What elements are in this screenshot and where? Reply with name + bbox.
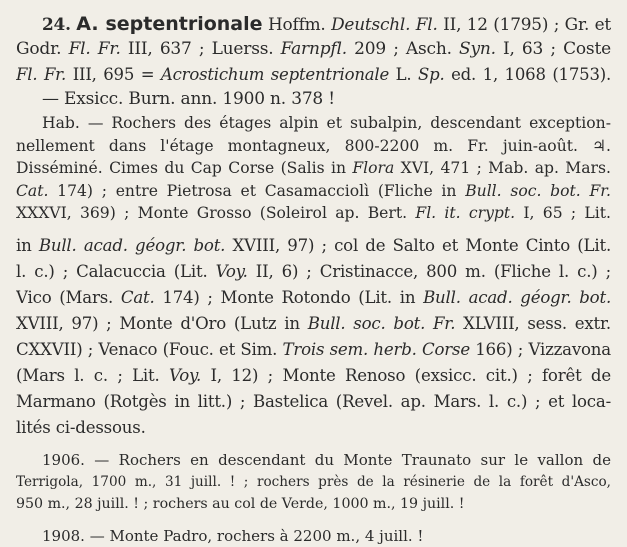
- localities-line-2: l. c.) ; Calacuccia (Lit. Voy. II, 6) ; Cristinacce, 800 m. (Fliche l. c.) ;: [16, 261, 611, 281]
- habitat-line-2: nellement dans l'étage montagneux, 800-2200 m. Fr. juin-août. ♃.: [16, 136, 611, 155]
- paragraph-gap: [16, 441, 611, 449]
- observation-1906: [16, 449, 611, 515]
- entry-line-4: — Exsicc. Burn. ann. 1900 n. 378 !: [42, 89, 335, 109]
- paragraph-gap: [16, 225, 611, 233]
- localities-line-5: CXXVII) ; Venaco (Fouc. et Sim. Trois sem. herb. Corse 166) ; Vizzavona: [16, 339, 611, 359]
- localities-line-7: Marmano (Rotgès in litt.) ; Bastelica (Revel. ap. Mars. l. c.) ; et loca-: [16, 391, 611, 411]
- entry-number: 24.: [42, 14, 71, 34]
- paragraph-gap: [16, 515, 611, 525]
- habitat-line-5: XXXVI, 369) ; Monte Grosso (Soleirol ap. Bert. Fl. it. crypt. I, 65 ; Lit.: [16, 204, 611, 222]
- localities-line-6: (Mars l. c. ; Lit. Voy. I, 12) ; Monte Renoso (exsicc. cit.) ; forêt de: [16, 365, 611, 385]
- entry-line-3: Fl. Fr. III, 695 = Acrostichum septentrionale L. Sp. ed. 1, 1068 (1753).: [16, 65, 611, 84]
- localities-line-8: lités ci-dessous.: [16, 417, 146, 437]
- obs-1906-line-1: 1906. — Rochers en descendant du Monte Traunato sur le vallon de: [42, 450, 611, 469]
- obs-1906-line-2: Terrigola, 1700 m., 31 juill. ! ; rochers près de la résinerie de la forêt d'Asco,: [16, 473, 611, 490]
- localities-paragraph: [16, 233, 611, 441]
- localities-line-1: in Bull. acad. géogr. bot. XVIII, 97) ; col de Salto et Monte Cinto (Lit.: [16, 235, 611, 255]
- habitat-line-4: Cat. 174) ; entre Pietrosa et Casamacciolì (Fliche in Bull. soc. bot. Fr.: [16, 181, 611, 200]
- obs-1908-line-1: 1908. — Monte Padro, rochers à 2200 m., 4 juill. !: [42, 526, 424, 545]
- obs-1906-line-3: 950 m., 28 juill. ! ; rochers au col de Verde, 1000 m., 19 juill. !: [16, 495, 465, 512]
- localities-line-4: XVIII, 97) ; Monte d'Oro (Lutz in Bull. soc. bot. Fr. XLVIII, sess. extr.: [16, 313, 611, 333]
- entry-line-1: 24. A. septentrionale Hoffm. Deutschl. Fl. II, 12 (1795) ; Gr. et: [42, 13, 611, 35]
- habitat-line-1: Hab. — Rochers des étages alpin et subalpin, descendant exception-: [42, 114, 611, 132]
- observation-1908: [16, 525, 611, 547]
- habitat-paragraph: [16, 112, 611, 225]
- species-name: A. septentrionale: [76, 13, 263, 35]
- entry-line-2: Godr. Fl. Fr. III, 637 ; Luerss. Farnpfl. 209 ; Asch. Syn. I, 63 ; Coste: [16, 39, 611, 59]
- localities-line-3: Vico (Mars. Cat. 174) ; Monte Rotondo (Lit. in Bull. acad. géogr. bot.: [16, 287, 611, 307]
- species-entry: [16, 12, 611, 112]
- habitat-line-3: Disséminé. Cimes du Cap Corse (Salis in Flora XVI, 471 ; Mab. ap. Mars.: [16, 159, 611, 177]
